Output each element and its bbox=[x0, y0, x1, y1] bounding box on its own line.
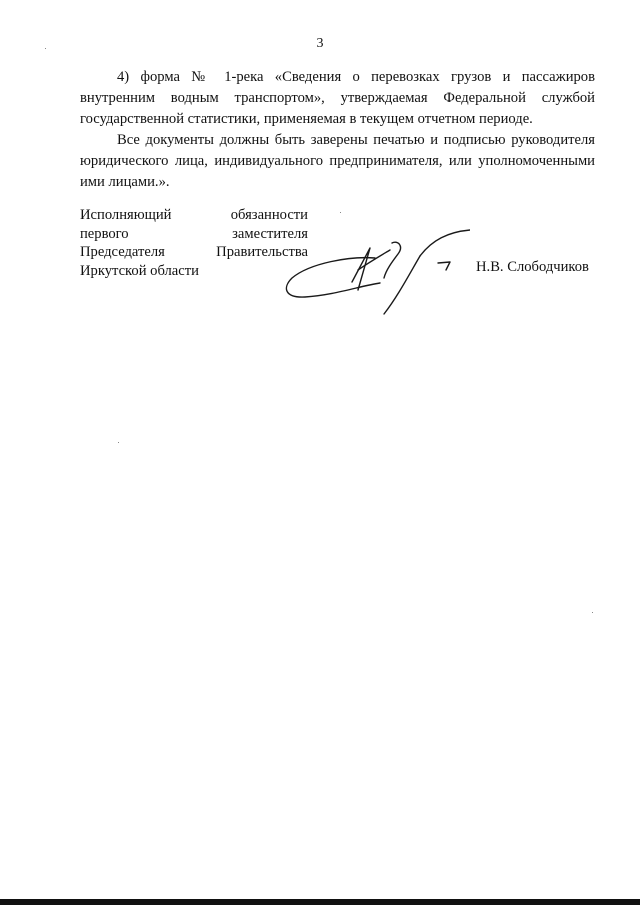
signatory-title-word: Правительства bbox=[216, 244, 308, 260]
signatory-title-word: обязанности bbox=[230, 207, 308, 223]
document-body bbox=[80, 67, 595, 193]
scan-speck bbox=[592, 612, 593, 613]
signatory-title-word: Иркутской области bbox=[80, 262, 199, 279]
signatory-title-word: Исполняющий bbox=[80, 207, 172, 223]
signatory-title-word: первого bbox=[80, 225, 129, 242]
paragraph-form-1-reka: 4) форма № 1-река «Сведения о перевозках грузов и пассажиров внутренним водным транспортом», утверждаемая Федеральной службой государственной статистики, применяемая в текущем отчетном периоде. bbox=[80, 69, 595, 127]
scan-speck bbox=[118, 442, 119, 443]
signatory-title-line bbox=[80, 262, 308, 281]
signatory-title-line bbox=[80, 206, 308, 225]
page-number: 3 bbox=[316, 36, 324, 51]
scan-speck bbox=[45, 48, 46, 49]
scan-speck bbox=[340, 212, 341, 213]
signatory-title-word: заместителя bbox=[232, 225, 308, 242]
paragraph-certification: Все документы должны быть заверены печатью и подписью руководителя юридического лица, индивидуального предпринимателя, или уполномоченными ими лицами.». bbox=[80, 132, 595, 190]
signatory-title-line bbox=[80, 225, 308, 244]
scan-bottom-edge bbox=[0, 899, 640, 905]
signatory-title-word: Председателя bbox=[80, 244, 165, 260]
handwritten-signature bbox=[280, 218, 470, 318]
signatory-title bbox=[80, 206, 308, 280]
signatory-title-line bbox=[80, 243, 308, 262]
signer-name: Н.В. Слободчиков bbox=[476, 259, 589, 275]
